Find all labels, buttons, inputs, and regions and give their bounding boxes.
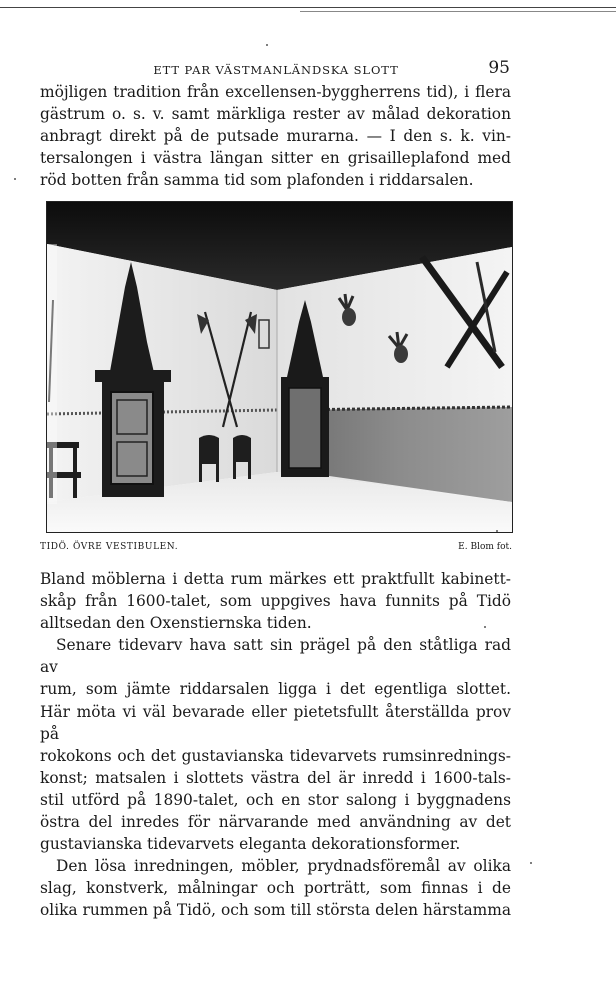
text-line: konst; matsalen i slottets västra del är inredd i 1600-tals- [40, 768, 511, 787]
text-line: slag, konstverk, målningar och porträtt, som finnas i de [40, 879, 511, 898]
figure-caption: TIDÖ. ÖVRE VESTIBULEN. [40, 542, 179, 552]
text-line: Bland möblerna i detta rum märkes ett praktfullt kabinett- [40, 570, 511, 588]
print-speck [266, 44, 268, 46]
text-line: Den lösa inredningen, möbler, prydnadsföremål av olika [56, 857, 511, 876]
text-line: alltsedan den Oxenstiernska tiden. [40, 614, 312, 633]
text-line: Här möta vi väl bevarade eller pietetsfullt återställda prov på [40, 702, 511, 743]
print-speck [484, 626, 486, 628]
running-title: ETT PAR VÄSTMANLÄNDSKA SLOTT [153, 63, 399, 77]
text-line: stil utförd på 1890-talet, och en stor salong i byggnadens [40, 790, 511, 809]
top-edge-rule [0, 7, 616, 8]
page-number: 95 [488, 58, 510, 78]
body-text [40, 568, 511, 922]
text-line: tersalongen i västra längan sitter en grisailleplafond med [40, 149, 511, 168]
print-speck [496, 530, 498, 532]
running-head [40, 60, 512, 82]
text-line: anbragt direkt på de putsade murarna. — I den s. k. vin- [40, 127, 511, 146]
text-line: rum, som jämte riddarsalen ligga i det egentliga slottet. [40, 680, 511, 699]
photo-credit: E. Blom fot. [458, 542, 512, 552]
top-edge-rule-secondary [300, 11, 616, 12]
text-line: Senare tidevarv hava satt sin prägel på den ståtliga rad av [40, 636, 511, 677]
text-line: möjligen tradition från excellensen-byggherrens tid), i flera [40, 83, 511, 101]
top-paragraph [40, 81, 511, 191]
text-line: skåp från 1600-talet, som uppgives hava funnits på Tidö [40, 592, 511, 611]
print-speck [530, 862, 532, 864]
text-line: olika rummen på Tidö, och som till största delen härstamma [40, 901, 511, 920]
photograph-upper-vestibule [46, 201, 513, 533]
paragraph [40, 855, 511, 921]
paragraph [40, 634, 511, 855]
vestibule-photo-illustration [47, 202, 512, 532]
print-speck [14, 178, 16, 180]
text-line: gustavianska tidevarvets eleganta dekorationsformer. [40, 835, 461, 854]
paragraph [40, 568, 511, 634]
text-line: östra del inredes för närvarande med användning av det [40, 813, 511, 832]
text-line: rokokons och det gustavianska tidevarvets rumsinrednings- [40, 746, 511, 765]
text-line: röd botten från samma tid som plafonden i riddarsalen. [40, 171, 474, 190]
text-line: gästrum o. s. v. samt märkliga rester av målad dekoration [40, 105, 511, 124]
